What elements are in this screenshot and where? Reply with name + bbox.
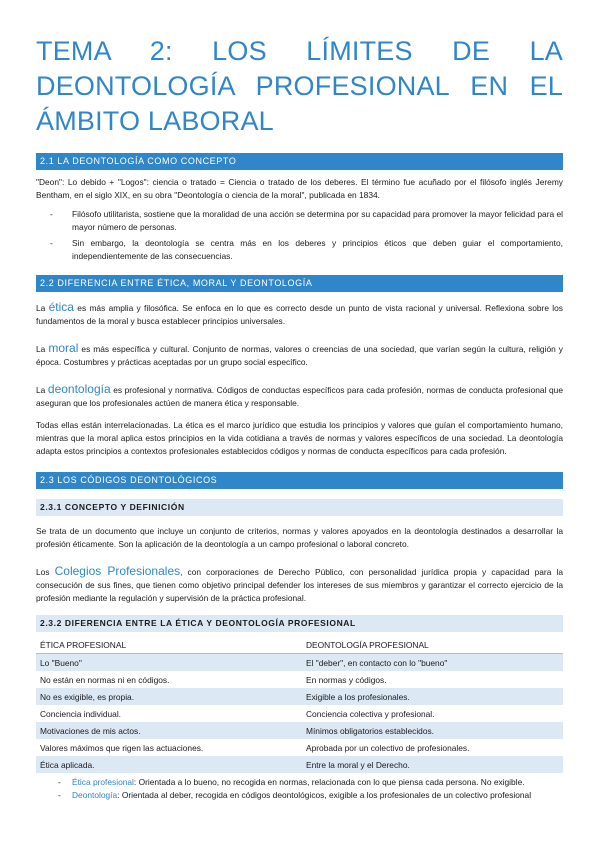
table-cell: Exigible a los profesionales. [302,688,563,705]
paragraph-etica [36,301,563,328]
section-heading-2-2: 2.2 DIFERENCIA ENTRE ÉTICA, MORAL Y DEONTOLOGÍA [36,275,563,292]
table-cell: Lo "Bueno" [36,654,302,672]
table-row [36,654,563,672]
term-etica-profesional: Ética profesional [72,777,134,787]
table-cell: Conciencia individual. [40,708,122,719]
paragraph-deon-logos: "Deon": Lo debido + "Logos": ciencia o tratado = Ciencia o tratado de los deberes. El término fue acuñado por el filósofo inglés Jeremy Bentham, en el siglo XIX, en su obra "Deontología o ciencia de la moral", publicada en 1834. [36,177,563,200]
table-cell: Valores máximos que rigen las actuaciones. [40,742,204,753]
subsection-heading-2-3-2: 2.3.2 DIFERENCIA ENTRE LA ÉTICA Y DEONTOLOGÍA PROFESIONAL [36,615,563,632]
table-row [36,671,563,688]
page-title: TEMA 2: LOS LÍMITES DE LA DEONTOLOGÍA PROFESIONAL EN EL ÁMBITO LABORAL [36,36,563,136]
table-row [36,756,563,773]
text-body: es más amplia y filosófica. Se enfoca en lo que es correcto desde un punto de vista racional y universal. Reflexiona sobre los fundamentos de la moral y busca establecer principios universales. [36,303,563,326]
list-item [72,789,563,802]
text-body: : Orientada a lo bueno, no recogida en normas, relacionada con lo que piensa cada persona. No exigible. [133,777,525,787]
table-cell: Conciencia colectiva y profesional. [306,708,435,719]
text-body: : Orientada al deber, recogida en códigos deontológicos, exigible a los profesionales de un colectivo profesional [117,790,532,800]
table-cell: El "deber", en contacto con lo "bueno" [302,654,563,672]
table-cell: Ética aplicada. [36,756,302,773]
table-header-row [36,636,563,654]
table-cell: En normas y códigos. [306,674,387,685]
table-cell: No están en normas ni en códigos. [40,674,170,685]
list-item: - Sin embargo, la deontología se centra más en los deberes y principios éticos que deben guiar el comportamiento, independientemente de las consecuencias. [72,237,563,263]
column-header: ÉTICA PROFESIONAL [36,636,302,654]
section-heading-2-3: 2.3 LOS CÓDIGOS DEONTOLÓGICOS [36,472,563,489]
column-header: DEONTOLOGÍA PROFESIONAL [302,636,563,654]
table-row [36,722,563,739]
text-prefix: La [36,303,49,313]
term-colegios: Colegios Profesionales [54,564,181,578]
text-body: es más específica y cultural. Conjunto de normas, valores o creencias de una sociedad, que varían según la cultura, religión y época. Costumbres y prácticas aceptadas por un grupo social específico. [36,344,563,367]
table-cell: Aprobada por un colectivo de profesionales. [306,742,470,753]
table-cell: No es exigible, es propia. [36,688,302,705]
paragraph-deontologia [36,383,563,410]
list-item: - Filósofo utilitarista, sostiene que la moralidad de una acción se determina por su capacidad para promover la mayor felicidad para el mayor número de personas. [72,208,563,234]
text-body: , con corporaciones de Derecho Público, con personalidad jurídica propia y capacidad para la consecución de sus fines, que tienen como objetivo principal defender los intereses de sus miembros y garantizar el correcto ejercicio de la profesión mediante la regulación y supervisión de la práctica profesional. [36,567,563,603]
bullet-list [36,208,563,263]
text-body: es profesional y normativa. Códigos de conductas específicos para cada profesión, normas de conducta profesional que aseguran que los profesionales actúen de manera ética y responsable. [36,385,563,408]
definition-list [36,776,563,802]
table-row [36,739,563,756]
list-item [72,776,563,789]
table-row [36,688,563,705]
table-cell: Entre la moral y el Derecho. [302,756,563,773]
paragraph-codigo: Se trata de un documento que incluye un conjunto de criterios, normas y valores apoyados en la deontología destinados a desarrollar la profesión éticamente. Son la aplicación de la deontología a un campo profesional o laboral concreto. [36,526,563,549]
document-page [36,0,563,802]
paragraph-moral [36,342,563,369]
subsection-heading-2-3-1: 2.3.1 CONCEPTO Y DEFINICIÓN [36,499,563,516]
term-moral: moral [48,341,79,355]
text-prefix: La [36,385,48,395]
table-row [36,705,563,722]
term-etica: ética [48,300,74,314]
table-cell: Mínimos obligatorios establecidos. [302,722,563,739]
text-prefix: La [36,344,49,354]
paragraph-interrelacion: Todas ellas están interrelacionadas. La ética es el marco jurídico que estudia los principios y valores que guían el comportamiento humano, mientras que la moral aplica estos principios en la vida cotidiana a través de normas y valores específicos de una sociedad. La deontología adapta estos principios a contextos profesionales establecidos códigos y normas de conducta específicos para cada profesión. [36,420,563,456]
term-deontologia: deontología [47,382,111,396]
table-cell: Motivaciones de mis actos. [36,722,302,739]
paragraph-colegios [36,565,563,605]
term-deontologia-def: Deontología [72,790,118,800]
text-prefix: Los [36,567,55,577]
section-heading-2-1: 2.1 LA DEONTOLOGÍA COMO CONCEPTO [36,153,563,170]
comparison-table [36,636,563,773]
